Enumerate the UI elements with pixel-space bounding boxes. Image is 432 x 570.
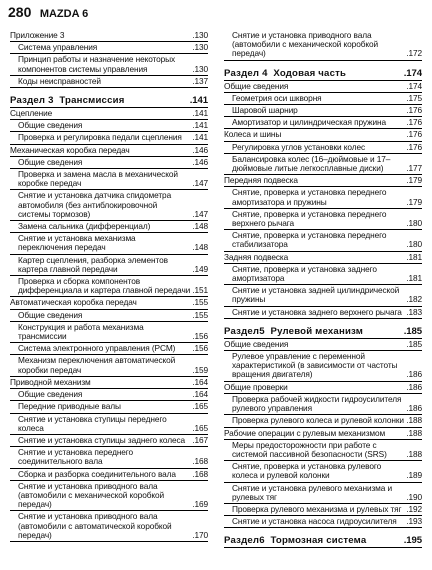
toc-page-number: .130 xyxy=(192,30,208,40)
toc-entry[interactable] xyxy=(10,42,208,54)
toc-column-left xyxy=(10,30,208,542)
toc-page-number: .165 xyxy=(192,401,208,412)
toc-page-number: .146 xyxy=(192,156,208,167)
toc-entry[interactable] xyxy=(224,428,422,440)
toc-entry-title: Снятие и установка приводного вала (автомобили с автоматической коробкой передач) xyxy=(18,512,174,540)
toc-entry-title: Снятие и установка датчика спидометра автомобиля (без антиблокировочной системы тормозов) xyxy=(18,191,174,219)
toc-section-heading[interactable] xyxy=(224,531,422,548)
toc-entry[interactable] xyxy=(224,516,422,528)
toc-entry[interactable] xyxy=(10,389,208,401)
toc-entry-title: Механизм переключения автоматической коробки передач xyxy=(18,356,178,375)
toc-entry-title: Общие сведения xyxy=(18,157,83,167)
toc-entry[interactable] xyxy=(10,401,208,413)
toc-entry[interactable] xyxy=(224,187,422,208)
toc-page-number: .188 xyxy=(406,427,422,438)
toc-entry[interactable] xyxy=(10,169,208,190)
toc-page-number: .185 xyxy=(406,338,422,349)
toc-page-number: .180 xyxy=(406,239,422,250)
toc-entry-title: Меры предосторожности при работе с системой пассивной безопасности (SRS) xyxy=(232,440,387,459)
toc-entry[interactable] xyxy=(224,504,422,516)
toc-entry-title: Приложение 3 xyxy=(10,31,65,40)
toc-entry-title: Передние приводные валы xyxy=(18,402,121,412)
toc-entry-title: Снятие и установка заднего верхнего рычага xyxy=(232,307,402,317)
toc-page-number: .176 xyxy=(406,105,422,116)
toc-entry-title: Задняя подвеска xyxy=(224,252,289,262)
toc-entry[interactable] xyxy=(10,469,208,481)
toc-page-number: .156 xyxy=(192,331,208,342)
toc-section-heading[interactable] xyxy=(224,64,422,81)
toc-entry[interactable] xyxy=(10,511,208,542)
toc-entry[interactable] xyxy=(224,105,422,117)
page-header xyxy=(8,4,424,22)
toc-entry[interactable] xyxy=(224,440,422,461)
toc-entry[interactable] xyxy=(224,415,422,427)
toc-entry-title: Общие сведения xyxy=(224,81,289,91)
toc-entry[interactable] xyxy=(10,132,208,144)
toc-page-number: .130 xyxy=(192,63,208,74)
toc-page-number: .175 xyxy=(406,92,422,103)
toc-entry[interactable] xyxy=(224,81,422,93)
toc-page-number: .155 xyxy=(192,297,208,308)
toc-entry-title: Общие сведения xyxy=(18,121,83,131)
toc-entry-title: Сцепление xyxy=(10,109,53,119)
toc-page-number: .188 xyxy=(406,448,422,459)
toc-page-number: .179 xyxy=(406,175,422,186)
toc-section-heading[interactable] xyxy=(10,91,208,108)
toc-entry[interactable] xyxy=(10,355,208,376)
toc-page-number: .148 xyxy=(192,242,208,253)
toc-entry[interactable] xyxy=(224,154,422,175)
toc-entry[interactable] xyxy=(224,93,422,105)
toc-page-number: .146 xyxy=(192,144,208,155)
toc-entry-title: Рулевое управление с переменной характеристикой (в зависимости от частоты вращения двигателя) xyxy=(232,352,400,380)
toc-entry[interactable] xyxy=(224,264,422,285)
toc-entry-title: Снятие, проверка и установка переднего стабилизатора xyxy=(232,231,389,250)
toc-entry[interactable] xyxy=(10,120,208,132)
toc-entry[interactable] xyxy=(10,233,208,254)
toc-entry[interactable] xyxy=(10,221,208,233)
toc-entry[interactable] xyxy=(10,414,208,435)
toc-column-right xyxy=(224,30,422,548)
toc-page-number: .176 xyxy=(406,117,422,128)
toc-entry-title: Общие сведения xyxy=(224,339,289,349)
toc-page-number: .172 xyxy=(406,48,422,59)
toc-entry-title: Снятие и установка насоса гидроусилителя xyxy=(232,517,397,527)
toc-page-number: .147 xyxy=(192,178,208,189)
toc-entry-title: Балансировка колес (16–дюймовые и 17–дюймовые литые легкосплавные диски) xyxy=(232,154,391,174)
toc-entry[interactable] xyxy=(224,142,422,154)
toc-page-number: .156 xyxy=(192,343,208,354)
toc-entry[interactable] xyxy=(224,461,422,482)
toc-entry-title: Снятие, проверка и установка переднего амортизатора и пружины xyxy=(232,188,389,207)
toc-page-number: .130 xyxy=(192,42,208,53)
toc-entry-title: Снятие, проверка и установка рулевого колеса и рулевой колонки xyxy=(232,462,384,481)
toc-page-number: .185 xyxy=(403,325,422,337)
toc-entry-title: Шаровой шарнир xyxy=(232,106,298,116)
toc-entry-title: Проверка и сборка компонентов дифференциала и картера главной передачи xyxy=(18,277,191,296)
toc-entry[interactable] xyxy=(10,343,208,355)
toc-entry[interactable] xyxy=(224,209,422,230)
toc-entry-title: Принцип работы и назначение некоторых компонентов системы управления xyxy=(18,55,178,74)
toc-entry-title: Проверка и замена масла в механической коробке передач xyxy=(18,170,181,189)
toc-page-number: .168 xyxy=(192,468,208,479)
toc-entry[interactable] xyxy=(224,483,422,504)
toc-entry-title: Снятие и установка ступицы заднего колеса xyxy=(18,435,186,445)
toc-entry[interactable] xyxy=(224,175,422,187)
toc-page-number: .164 xyxy=(192,389,208,400)
toc-page-number: .192 xyxy=(406,503,422,514)
toc-entry-title: Автоматическая коробка передач xyxy=(10,298,137,308)
toc-page-number: .167 xyxy=(192,434,208,445)
toc-entry[interactable] xyxy=(224,394,422,415)
toc-entry-title: Геометрия оси шкворня xyxy=(232,93,322,103)
toc-page-number: .148 xyxy=(192,221,208,232)
toc-page-number: .179 xyxy=(406,196,422,207)
toc-entry[interactable] xyxy=(10,30,208,42)
toc-page-number: .169 xyxy=(192,499,208,510)
toc-page-number: .180 xyxy=(406,218,422,229)
toc-entry-title: Передняя подвеска xyxy=(224,176,298,186)
toc-entry-title: Проверка рулевого колеса и рулевой колонки xyxy=(232,416,404,426)
toc-entry[interactable] xyxy=(10,157,208,169)
toc-page-number: .141 xyxy=(189,95,208,107)
toc-entry-title: Общие сведения xyxy=(18,390,83,400)
toc-entry-title: Раздел 4 Ходовая часть xyxy=(224,67,347,79)
toc-entry-title: Сборка и разборка соединительного вала xyxy=(18,469,176,479)
toc-page-number: .186 xyxy=(406,381,422,392)
toc-page-number: .176 xyxy=(406,129,422,140)
toc-entry-title: Снятие, проверка и установка переднего верхнего рычага xyxy=(232,209,389,229)
toc-page-number: .165 xyxy=(192,422,208,433)
toc-entry[interactable] xyxy=(224,230,422,251)
toc-entry[interactable] xyxy=(10,481,208,512)
toc-entry[interactable] xyxy=(10,322,208,343)
toc-entry[interactable] xyxy=(224,382,422,394)
toc-page-number: .181 xyxy=(406,251,422,262)
toc-page-number: .164 xyxy=(192,376,208,387)
toc-entry-title: Конструкция и работа механизма трансмиссии xyxy=(18,322,146,342)
toc-entry-title: Снятие и установка приводного вала (автомобили с механической коробкой передач) xyxy=(18,481,167,510)
toc-page-number: .141 xyxy=(192,132,208,143)
toc-page-number: .141 xyxy=(192,108,208,119)
toc-entry-title: Картер сцепления, разборка элементов картера главной передачи xyxy=(18,255,171,274)
toc-page-number: .193 xyxy=(406,516,422,527)
toc-entry[interactable] xyxy=(10,447,208,468)
toc-entry[interactable] xyxy=(224,285,422,306)
toc-page-number: .176 xyxy=(406,141,422,152)
toc-page-number: .195 xyxy=(403,535,422,547)
toc-entry-title: Система электронного управления (PCM) xyxy=(18,344,176,354)
toc-entry[interactable] xyxy=(10,310,208,322)
toc-page-number: .186 xyxy=(406,369,422,380)
toc-entry[interactable] xyxy=(10,108,208,120)
toc-entry-title: Коды неисправностей xyxy=(18,76,101,86)
toc-entry[interactable] xyxy=(224,129,422,141)
toc-entry[interactable] xyxy=(10,76,208,88)
page-number: 280 xyxy=(8,4,32,20)
toc-entry-title: Раздел6 Тормозная система xyxy=(224,535,367,547)
toc-entry[interactable] xyxy=(10,276,208,297)
toc-page-number: .174 xyxy=(403,67,422,79)
toc-entry-title: Рабочие операции с рулевым механизмом xyxy=(224,428,386,438)
toc-entry[interactable] xyxy=(224,117,422,129)
toc-page-number: .147 xyxy=(192,208,208,219)
toc-entry-title: Проверка рулевого механизма и рулевых тяг xyxy=(232,504,402,514)
toc-entry-title: Снятие и установка рулевого механизма и рулевых тяг xyxy=(232,483,395,502)
toc-entry[interactable] xyxy=(10,190,208,221)
toc-entry-title: Снятие и установка механизма переключения передач xyxy=(18,234,138,253)
toc-page-number: .190 xyxy=(406,491,422,502)
toc-page-number: .181 xyxy=(406,273,422,284)
toc-section-heading[interactable] xyxy=(224,322,422,339)
toc-page-number: .183 xyxy=(406,306,422,317)
toc-entry[interactable] xyxy=(224,351,422,382)
toc-entry-title: Проверка и регулировка педали сцепления xyxy=(18,133,182,143)
toc-page-number: .141 xyxy=(192,120,208,131)
toc-entry-title: Снятие и установка задней цилиндрической пружины xyxy=(232,286,402,305)
toc-page-number: .151 xyxy=(192,285,208,296)
toc-entry[interactable] xyxy=(224,307,422,319)
toc-entry-title: Снятие и установка ступицы переднего колеса xyxy=(18,414,169,433)
toc-entry[interactable] xyxy=(224,252,422,264)
toc-entry[interactable] xyxy=(224,30,422,61)
toc-entry[interactable] xyxy=(224,339,422,351)
toc-entry-title: Снятие и установка переднего соединительного вала xyxy=(18,448,136,467)
toc-entry-title: Общие сведения xyxy=(18,310,83,320)
toc-entry-title: Механическая коробка передач xyxy=(10,145,130,155)
toc-entry[interactable] xyxy=(10,297,208,309)
toc-entry-title: Снятие, проверка и установка заднего амортизатора xyxy=(232,264,380,284)
toc-page-number: .168 xyxy=(192,456,208,467)
toc-page-number: .188 xyxy=(406,415,422,426)
toc-entry[interactable] xyxy=(10,54,208,75)
toc-page-number: .186 xyxy=(406,403,422,414)
toc-page-number: .155 xyxy=(192,309,208,320)
toc-entry-title: Приводной механизм xyxy=(10,377,91,387)
toc-page-number: .174 xyxy=(406,80,422,91)
toc-page-number: .137 xyxy=(192,75,208,86)
toc-entry-title: Замена сальника (дифференциал) xyxy=(18,222,151,232)
toc-entry-title: Раздел 3 Трансмиссия xyxy=(10,95,125,107)
toc-entry-title: Снятие и установка приводного вала (автомобили с механической коробкой передач) xyxy=(232,31,381,59)
toc-entry[interactable] xyxy=(10,377,208,389)
page-title: MAZDA 6 xyxy=(39,8,89,20)
toc-entry[interactable] xyxy=(10,145,208,157)
toc-page-number: .182 xyxy=(406,294,422,305)
toc-page-number: .177 xyxy=(406,163,422,174)
toc-entry-title: Регулировка углов установки колес xyxy=(232,142,366,152)
toc-page-number: .189 xyxy=(406,470,422,481)
toc-entry-title: Общие проверки xyxy=(224,382,288,392)
toc-entry-title: Система управления xyxy=(18,43,98,53)
toc-entry-title: Колеса и шины xyxy=(224,130,282,140)
toc-page-number: .159 xyxy=(192,364,208,375)
toc-entry-title: Амортизатор и цилиндрическая пружина xyxy=(232,118,387,128)
toc-entry[interactable] xyxy=(10,435,208,447)
toc-entry-title: Проверка рабочей жидкости гидроусилителя рулевого управления xyxy=(232,394,404,414)
toc-entry[interactable] xyxy=(10,255,208,276)
toc-page-number: .170 xyxy=(192,529,208,540)
toc-page-number: .149 xyxy=(192,263,208,274)
toc-entry-title: Раздел5 Рулевой механизм xyxy=(224,325,364,337)
